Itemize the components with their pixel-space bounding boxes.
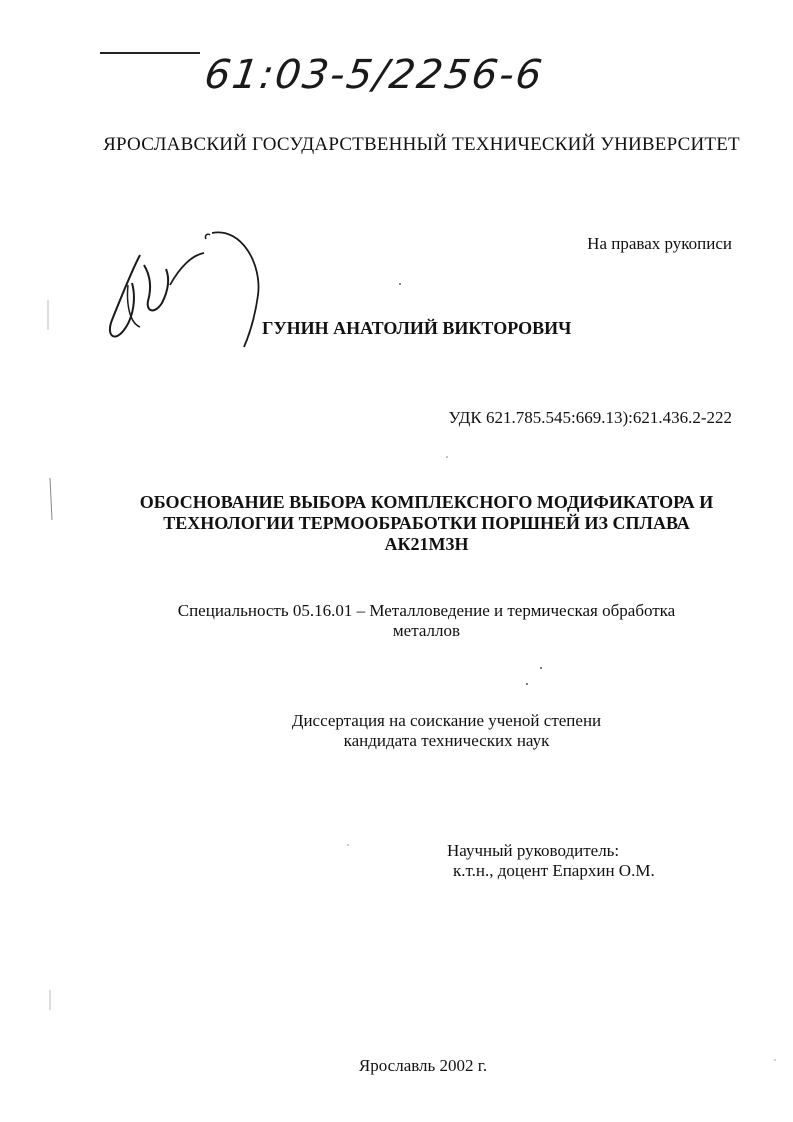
supervisor-name: к.т.н., доцент Епархин О.М. xyxy=(453,861,655,880)
archive-number: 61:03-5/2256-6 xyxy=(201,52,547,98)
top-rule xyxy=(100,52,200,54)
rights-notice: На правах рукописи xyxy=(587,234,732,253)
specialty-line: металлов xyxy=(392,621,461,640)
udc-code: УДК 621.785.545:669.13):621.436.2-222 xyxy=(448,408,732,427)
supervisor-label: Научный руководитель: xyxy=(447,841,620,860)
degree-statement xyxy=(100,711,793,751)
dissertation-title xyxy=(80,492,773,555)
title-line: АК21М3Н xyxy=(384,534,469,554)
degree-line: кандидата технических наук xyxy=(343,731,550,750)
degree-line: Диссертация на соискание ученой степени xyxy=(291,711,602,730)
specialty xyxy=(100,601,753,641)
university-name: ЯРОСЛАВСКИЙ ГОСУДАРСТВЕННЫЙ ТЕХНИЧЕСКИЙ УНИВЕРСИТЕТ xyxy=(103,134,740,155)
specialty-line: Специальность 05.16.01 – Металловедение и термическая обработка xyxy=(177,601,676,620)
city-year: Ярославль 2002 г. xyxy=(358,1056,488,1075)
supervisor-block xyxy=(447,841,655,881)
title-line: ТЕХНОЛОГИИ ТЕРМООБРАБОТКИ ПОРШНЕЙ ИЗ СПЛАВА xyxy=(163,513,690,533)
author-name: ГУНИН АНАТОЛИЙ ВИКТОРОВИЧ xyxy=(262,318,572,338)
signature-icon xyxy=(92,225,272,350)
title-line: ОБОСНОВАНИЕ ВЫБОРА КОМПЛЕКСНОГО МОДИФИКАТОРА И xyxy=(139,492,714,512)
